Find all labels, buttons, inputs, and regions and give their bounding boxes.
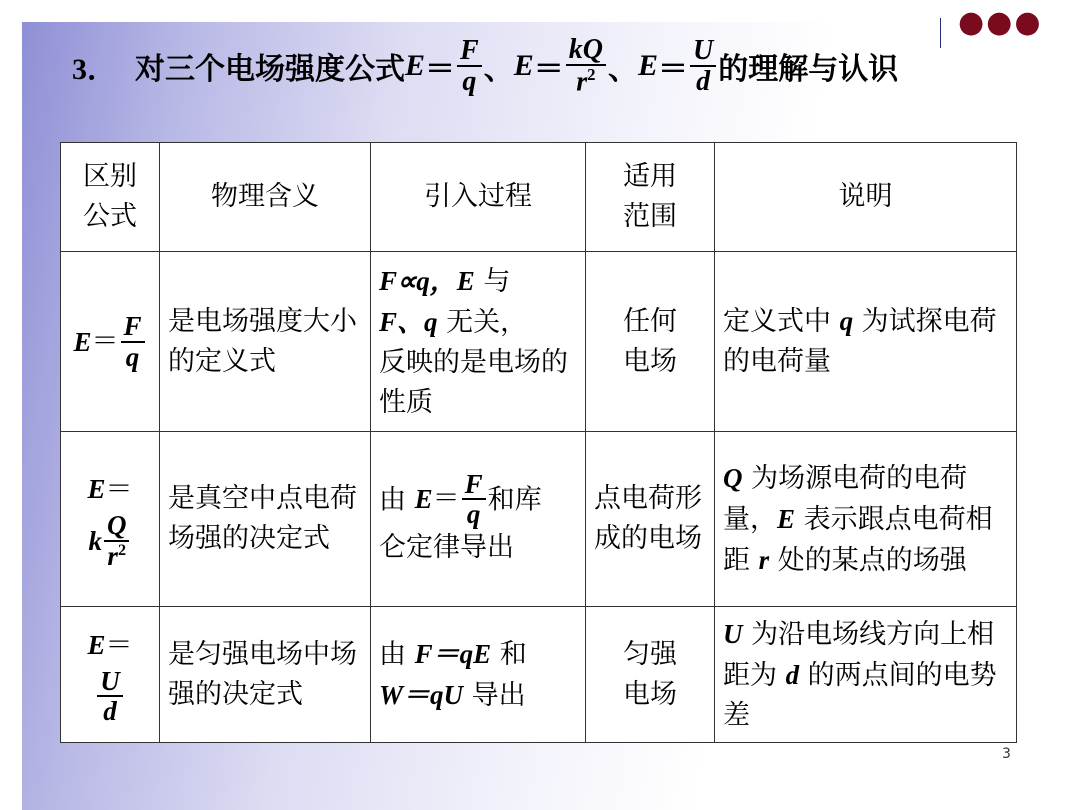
note-cell: U 为沿电场线方向上相距为 d 的两点间的电势差 xyxy=(715,607,1017,743)
meaning-cell: 是匀强电场中场强的决定式 xyxy=(160,607,371,743)
heading-suffix: 的理解与认识 xyxy=(718,52,899,87)
heading-formula-3: E ＝ $\frac{U}{d}$ xyxy=(638,36,718,97)
heading-separator: 、 xyxy=(483,52,514,87)
formula-definition: E ＝ $\frac{F}{q}$ xyxy=(61,252,160,432)
note-cell: 定义式中 q 为试探电荷的电荷量 xyxy=(715,252,1017,432)
slide-heading xyxy=(72,30,898,102)
decorative-line xyxy=(940,18,941,48)
header-meaning: 物理含义 xyxy=(160,143,371,252)
table-header-row xyxy=(61,143,1017,252)
table-row xyxy=(61,432,1017,607)
heading-formula-1: E ＝ $\frac{F}{q}$ xyxy=(405,36,484,97)
meaning-cell: 是真空中点电荷场强的决定式 xyxy=(160,432,371,607)
header-note: 说明 xyxy=(715,143,1017,252)
header-scope: 适用 范围 xyxy=(586,143,715,252)
heading-prefix: 对三个电场强度公式 xyxy=(135,52,405,87)
process-cell: 由 E ＝ $\frac{F}{q}$ 和库 仑定律导出 xyxy=(371,432,586,607)
scope-cell: 点电荷形成的电场 xyxy=(586,432,715,607)
heading-separator: 、 xyxy=(607,52,638,87)
formula-uniform-field: E＝ $\frac{U}{d}$ xyxy=(61,607,160,743)
table-row xyxy=(61,252,1017,432)
heading-formula-2: E ＝ $\frac{kQ}{r^2}$ xyxy=(514,35,608,97)
process-cell: F∝q，E 与 F、q 无关， 反映的是电场的性质 xyxy=(371,252,586,432)
meaning-cell: 是电场强度大小的定义式 xyxy=(160,252,371,432)
header-process: 引入过程 xyxy=(371,143,586,252)
scope-cell: 任何 电场 xyxy=(586,252,715,432)
table-row xyxy=(61,607,1017,743)
formula-point-charge: E＝ k $\frac{Q}{r^2}$ xyxy=(61,432,160,607)
scope-cell: 匀强 电场 xyxy=(586,607,715,743)
comparison-table xyxy=(60,142,1017,743)
note-cell: Q 为场源电荷的电荷量，E 表示跟点电荷相距 r 处的某点的场强 xyxy=(715,432,1017,607)
header-formula: 区别 公式 xyxy=(61,143,160,252)
decorative-dots-icon: ●●● xyxy=(958,5,1043,40)
page-number: 3 xyxy=(1002,746,1011,762)
heading-number: 3． xyxy=(72,53,117,86)
process-cell: 由 F＝qE 和 W＝qU 导出 xyxy=(371,607,586,743)
